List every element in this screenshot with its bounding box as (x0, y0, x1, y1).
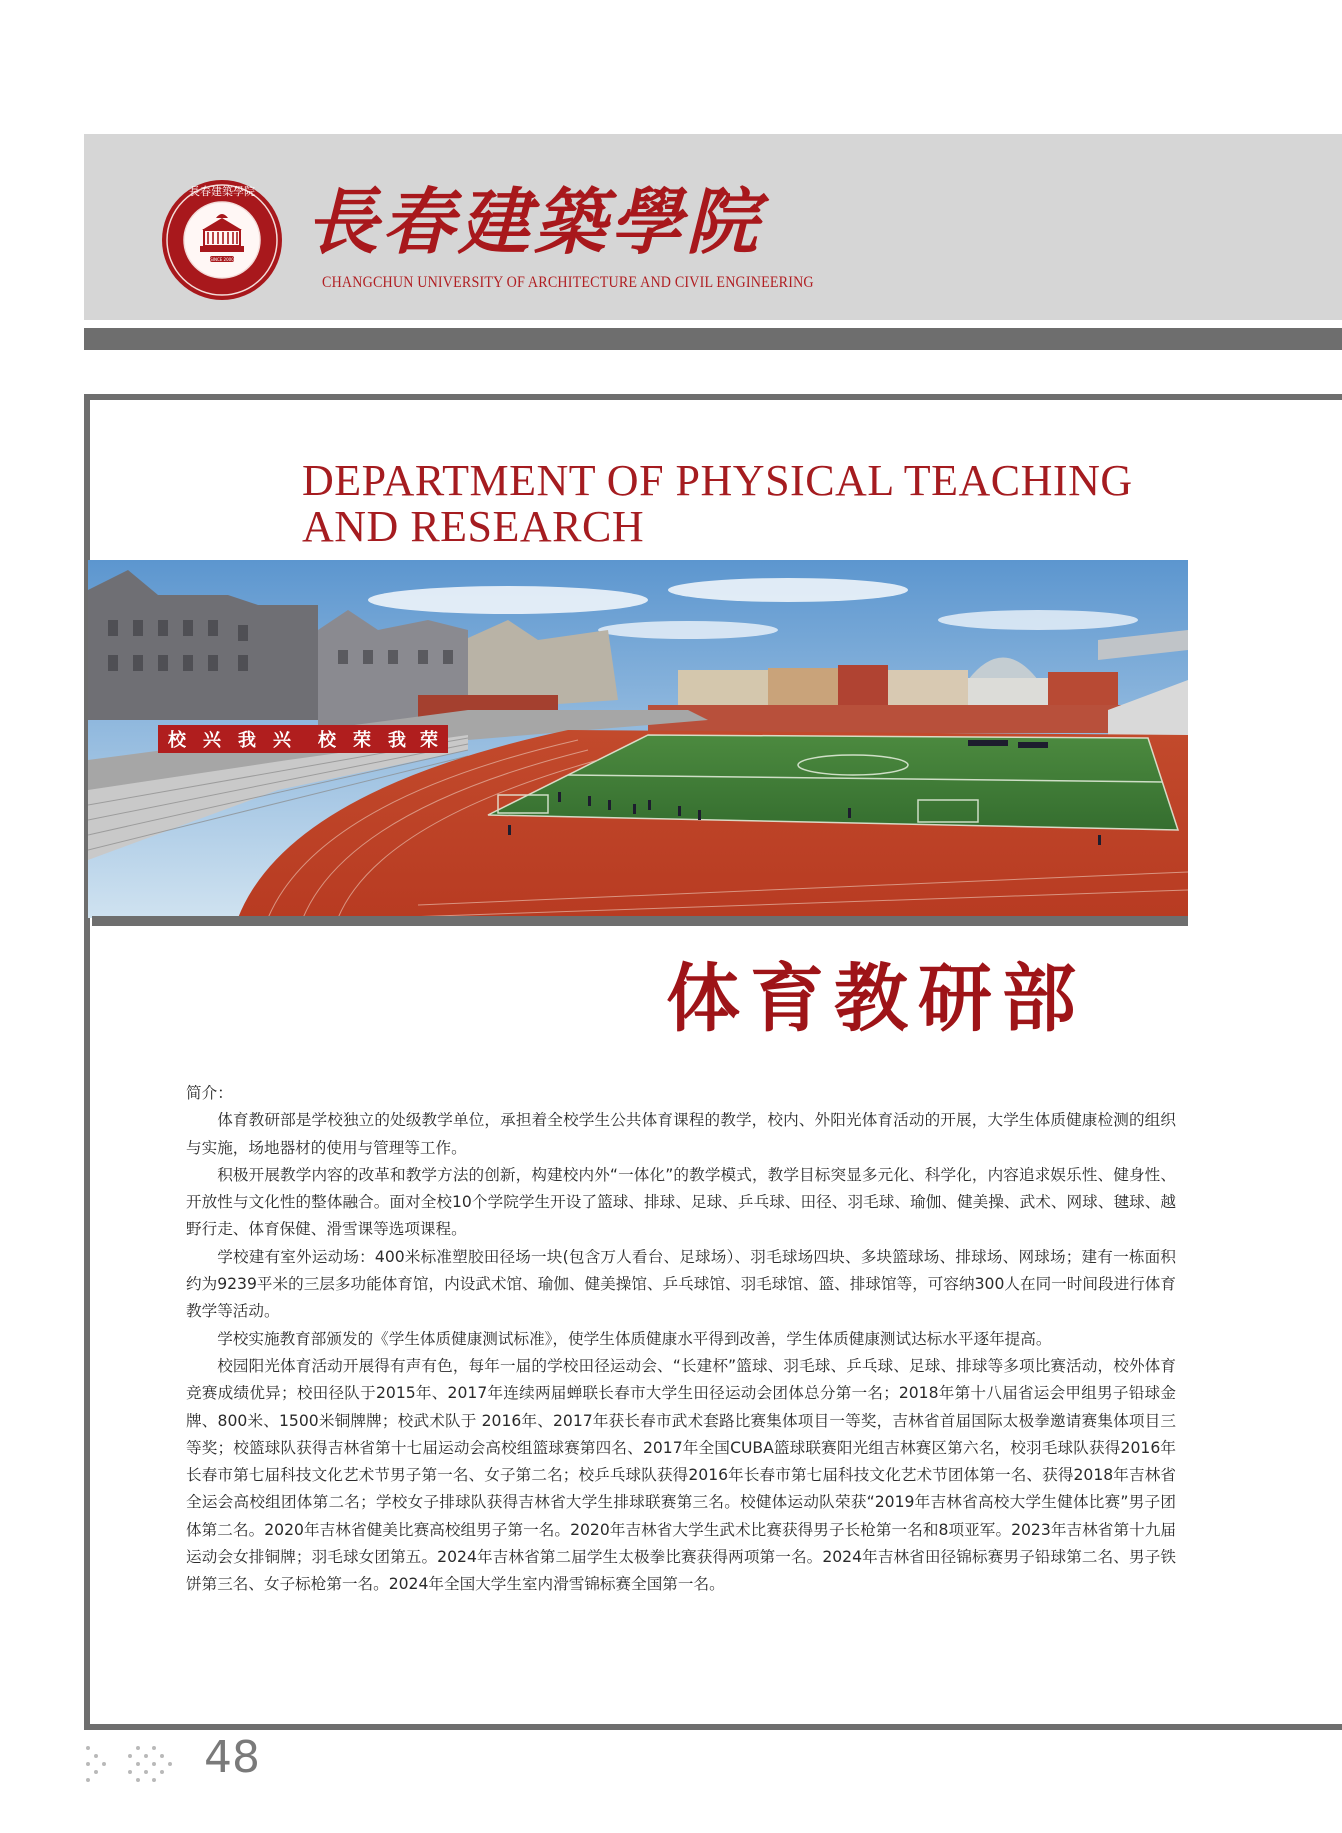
department-title-line-1: DEPARTMENT OF PHYSICAL TEACHING (302, 456, 1133, 505)
header-divider (84, 328, 1342, 350)
banner-char-6: 荣 (353, 730, 371, 751)
intro-label: 简介： (186, 1084, 233, 1102)
seal-since-text: SINCE 2000 (210, 256, 234, 262)
banner-char-2: 兴 (203, 730, 221, 751)
stadium-photo (88, 560, 1188, 918)
department-title-line-2: AND RESEARCH (302, 502, 645, 551)
university-name-en: CHANGCHUN UNIVERSITY OF ARCHITECTURE AND CIVIL ENGINEERING (322, 274, 814, 291)
banner-char-5: 校 (318, 730, 336, 751)
university-seal-logo (160, 178, 284, 302)
intro-paragraph-1: 体育教研部是学校独立的处级教学单位，承担着全校学生公共体育课程的教学，校内、外阳光体育活动的开展，大学生体质健康检测的组织与实施，场地器材的使用与管理等工作。 (186, 1111, 1176, 1157)
decorative-dots-icon (82, 1740, 192, 1790)
seal-ring-text: 長春建築學院 (189, 185, 255, 198)
banner-char-8: 荣 (420, 730, 438, 751)
intro-paragraph-5: 校园阳光体育活动开展得有声有色，每年一届的学校田径运动会、“长建杯”篮球、羽毛球、乒乓球、足球、排球等多项比赛活动，校外体育竞赛成绩优异；校田径队于2015年、2017年连续两届蝉联长春市大学生田径运动会团体总分第一名；2018年第十八届省运会甲组男子铅球金牌、800米、1500米铜牌牌；校武术队于 2016年、2017年获长春市武术套路比赛集体项目一等奖，吉林省首届国际太极拳邀请赛集体项目三等奖；校篮球队获得吉林省第十七届运动会高校组篮球赛第四名、2017年全国CUBA篮球联赛阳光组吉林赛区第六名，校羽毛球队获得2016年长春市第七届科技文化艺术节男子第一名、女子第二名；校乒乓球队获得2016年长春市第七届科技文化艺术节团体第一名、获得2018年吉林省全运会高校组团体第二名；学校女子排球队获得吉林省大学生排球联赛第三名。校健体运动队荣获“2019年吉林省高校大学生健体比赛”男子团体第二名。2020年吉林省健美比赛高校组男子第一名。2020年吉林省大学生武术比赛获得男子长枪第一名和8项亚军。2023年吉林省第十九届运动会女排铜牌；羽毛球女团第五。2024年吉林省第二届学生太极拳比赛获得两项第一名。2024年吉林省田径锦标赛男子铅球第二名、男子铁饼第三名、女子标枪第一名。2024年全国大学生室内滑雪锦标赛全国第一名。 (186, 1356, 1176, 1594)
banner-char-1: 校 (168, 730, 186, 751)
page-number: 48 (204, 1732, 260, 1783)
banner-char-3: 我 (238, 730, 256, 751)
intro-paragraph-4: 学校实施教育部颁发的《学生体质健康测试标准》，使学生体质健康水平得到改善，学生体质健康测试达标水平逐年提高。 (217, 1329, 1052, 1348)
banner-char-4: 兴 (273, 730, 291, 751)
photo-shadow (92, 916, 1188, 926)
department-title-en (302, 458, 1202, 550)
university-name-cn: 長春建築學院 (306, 179, 763, 264)
department-introduction (186, 1080, 1176, 1599)
intro-paragraph-3: 学校建有室外运动场：400米标准塑胶田径场一块(包含万人看台、足球场）、羽毛球场四块、多块篮球场、排球场、网球场；建有一栋面积约为9239平米的三层多功能体育馆，内设武术馆、瑜伽、健美操馆、乒乓球馆、羽毛球馆、篮、排球馆等，可容纳300人在同一时间段进行体育教学等活动。 (186, 1247, 1176, 1321)
banner-char-7: 我 (388, 730, 406, 751)
intro-paragraph-2: 积极开展教学内容的改革和教学方法的创新，构建校内外“一体化”的教学模式，教学目标突显多元化、科学化，内容追求娱乐性、健身性、开放性与文化性的整体融合。面对全校10个学院学生开设了篮球、排球、足球、乒乓球、田径、羽毛球、瑜伽、健美操、武术、网球、毽球、越野行走、体育保健、滑雪课等选项课程。 (186, 1165, 1176, 1239)
department-title-cn: 体育教研部 (666, 956, 1086, 1042)
